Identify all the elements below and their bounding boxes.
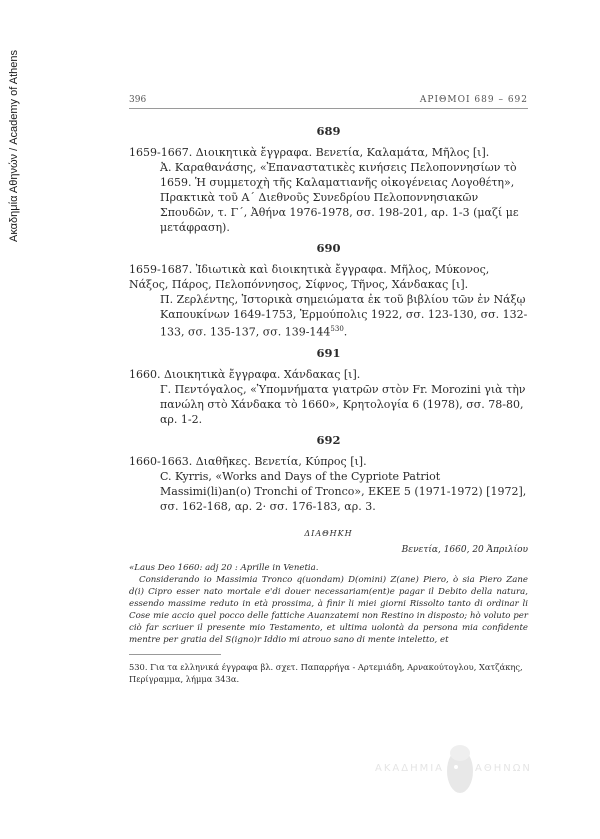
- footnote-rule: [129, 654, 221, 655]
- entry-reference-text: Π. Ζερλέντης, Ἱστορικὰ σημειώματα ἐκ τοῦ βιβλίου τῶν ἐν Νάξῳ Καπουκίνων 1649-1753, Ἑρμούπολις 1922, σσ. 123-130, σσ. 132-133, σσ. 135-137, σσ. 139-144: [160, 293, 528, 339]
- document-place-date: Βενετία, 1660, 20 Ἀπριλίου: [401, 544, 528, 555]
- watermark-right-text: ΑΘΗΝΩΝ: [475, 763, 532, 774]
- side-label-text: Ακαδημία Αθηνών / Academy of Athens: [8, 49, 20, 242]
- side-archive-label: [2, 36, 26, 256]
- page-number: 396: [129, 95, 147, 105]
- entry-692: [129, 433, 528, 514]
- header-rule: [129, 108, 528, 109]
- entry-689: [129, 124, 528, 235]
- footnote-530: 530. Για τα ελληνικά έγγραφα βλ. σχετ. Παπαρρήγα - Αρτεμιάδη, Αρνακούτογλου, Χατζάκης, Περίγραμμα, λήμμα 343α.: [129, 661, 523, 684]
- entry-number: 691: [316, 345, 341, 360]
- academy-watermark: [355, 735, 565, 810]
- entry-number: 692: [316, 432, 341, 447]
- document-heading: ΔΙΑΘΗΚΗ: [304, 528, 353, 538]
- entry-line: 1660. Διοικητικὰ ἔγγραφα. Χάνδακας [ι].: [129, 367, 361, 381]
- running-title: ΑΡΙΘΜΟΙ 689 – 692: [419, 95, 528, 105]
- entry-number: 690: [316, 241, 341, 255]
- entry-number: 689: [316, 124, 341, 138]
- entry-reference: C. Kyrris, «Works and Days of the Cypriote Patriot Massimi(li)an(o) Tronchi of Tronco», EKEE 5 (1971-1972) [1972], σσ. 162-168, αρ. 2· σσ. 176-183, αρ. 3.: [160, 469, 527, 513]
- entry-reference: Π. Ζερλέντης, Ἱστορικὰ σημειώματα ἐκ τοῦ βιβλίου τῶν ἐν Νάξῳ Καπουκίνων 1649-1753, Ἑρμούπολις 1922, σσ. 123-130, σσ. 132-133, σσ. 135-137, σσ. $139-144^{530}$.: [160, 293, 528, 339]
- entry-line: 1659-1667. Διοικητικὰ ἔγγραφα. Βενετία, Καλαμάτα, Μῆλος [ι].: [129, 146, 490, 159]
- entry-line: 1659-1687. Ἰδιωτικὰ καὶ διοικητικὰ ἔγγραφα. Μῆλος, Μύκονος, Νάξος, Πάρος, Πελοπόννησος, Σίφνος, Τῆνος, Χάνδακας [ι].: [129, 263, 490, 291]
- entry-690: [129, 241, 528, 340]
- watermark-left-text: ΑΚΑΔΗΜΙΑ: [375, 763, 445, 774]
- entry-reference: Γ. Πεντόγαλος, «Ὑπομνήματα γιατρῶν στὸν Fr. Morozini γιὰ τὴν πανώλη στὸ Χάνδακα τὸ 1660», Κρητολογία 6 (1978), σσ. 78-80, αρ. 1-2.: [160, 382, 526, 426]
- entry-691: [129, 346, 528, 427]
- entry-reference: Ἀ. Καραθανάσης, «Ἐπαναστατικὲς κινήσεις Πελοποννησίων τὸ 1659. Ἡ συμμετοχὴ τῆς Καλαματιανῆς οἰκογένειας Λογοθέτη», Πρακτικὰ τοῦ Α΄ Διεθνοῦς Συνεδρίου Πελοποννησιακῶν Σπουδῶν, τ. Γ΄, Ἀθήνα 1976-1978, σσ. 198-201, αρ. 1-3 (μαζί με μετάφραση).: [160, 161, 519, 234]
- entry-line: 1660-1663. Διαθῆκες. Βενετία, Κύπρος [ι].: [129, 454, 367, 468]
- document-body-text: Considerando io Massimia Tronco q(uondam) D(omini) Z(ane) Piero, ò sia Piero Zane d(i) Cipro esser nato mortale e'di douer necessariam(ent)e pagar il Debito della natura, essendo massime reduto in età prossima, à finir li miei giorni Rissolto tanto di ordinar li Cose mie accio quel pocco delle fattiche Auanzatemi non Restino in disposto; hò voluto per ciò far scriuer il presente mio Testamento, et ultima uolontà da persona mia confidente mentre per gratia del S(igno)r Iddio mi atrouo sano di mente inteletto, et: [129, 574, 528, 645]
- document-opening: «Laus Deo 1660: adj 20 : Aprille in Venetia.: [129, 562, 319, 573]
- footnote-marker[interactable]: 530: [330, 325, 344, 333]
- document-body: [129, 574, 528, 646]
- page-body: [129, 118, 528, 685]
- athena-head-icon: [443, 741, 477, 797]
